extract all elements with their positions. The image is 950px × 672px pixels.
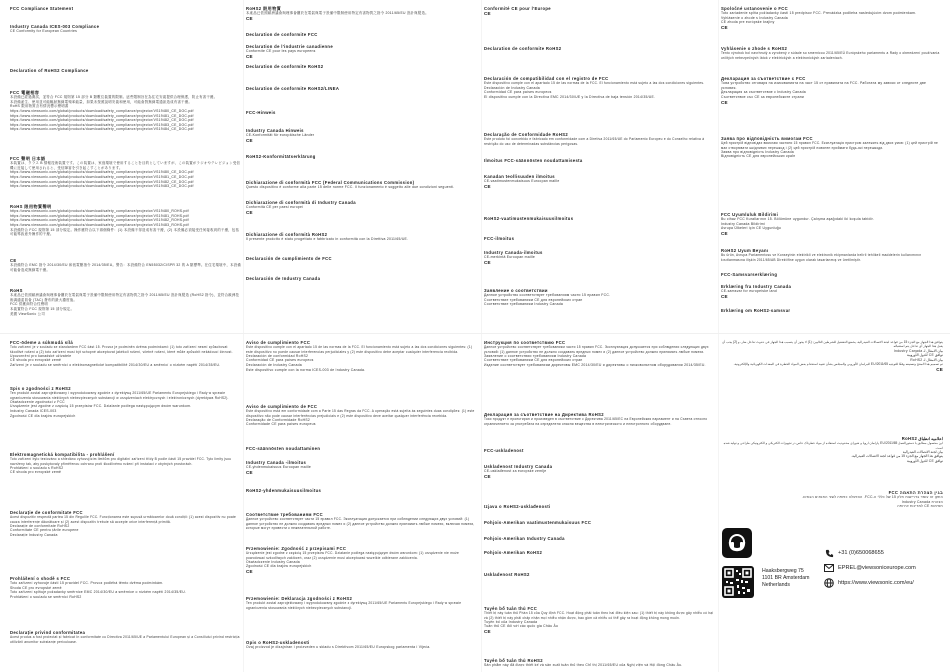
section-heading: Declaration de conformite RoHS2 xyxy=(246,64,324,69)
ce-mark: CE xyxy=(484,628,491,634)
section-text: FCC 供應商符合性聲明 xyxy=(10,302,49,307)
section-heading: Ilmoitus FCC-säännösten noudattamisesta xyxy=(484,158,583,163)
compliance-section xyxy=(246,640,478,650)
section-text: https://www.viewsonic.com/global/products/download/safety_compliance/projector/VS19483_CE_DOC.pdf xyxy=(10,122,194,127)
section-text: Este produto foi concebido e fabricado em conformidade com a Diretiva 2011/65/UE do Parlamento Europeu e do Conselho relativa à restrição do uso de determinadas substâncias perigosas. xyxy=(484,137,705,146)
section-heading: Tuyên bố tuân thủ RoHS2 xyxy=(484,658,543,663)
section-text: Tuyên bố của Industry Canada xyxy=(484,619,538,624)
section-text: הצהרת Industry Canada xyxy=(901,499,943,504)
compliance-section xyxy=(10,340,242,368)
section-text: CE-samsvar for europeiske land xyxy=(721,289,777,294)
section-heading: Spoločné ustanovenie o FCC xyxy=(721,6,789,11)
phone-row xyxy=(824,548,884,558)
section-text: تم تصميم هذا المنتج وتصنيعه وفقًا للتوجيه 2011/65/EU للبرلمان الأوروبي والمجلس بشأن تقييد استخدام بعض المواد الخطرة في المعدات الكهربائية والإلكترونية. xyxy=(733,362,943,367)
section-text: 本設備符合 EMC 指令 2014/30/EU 和低電壓指令 2014/35/EU。警告：本設備符合 EN55032/CISPR 32 的 A 類標準。在住宅環境中，本設備可能會造成無線電干擾。 xyxy=(10,263,242,272)
website-row[interactable] xyxy=(824,578,914,588)
section-heading: FCC-uskladenost xyxy=(484,448,524,453)
section-heading: Industry Canada Hinweis xyxy=(246,128,304,133)
qr-code-icon xyxy=(722,566,754,598)
section-heading: Инструкция по соответствию FCC xyxy=(484,340,566,345)
section-text: https://www.viewsonic.com/global/products/download/safety_compliance/projector/VS19480_CE_DOC.pdf xyxy=(10,108,194,113)
section-text: https://www.viewsonic.com/global/products/download/safety_compliance/projector/VS19480_ROHS.pdf xyxy=(10,209,189,214)
section-text: Цей пристрій відповідає вимогам частини 15 правил FCC. Експлуатація пристрою залежить від двох умов: (1) цей пристрій не має створювати шкідливих перешкод і (2) цей пристрій повинен приймати будь-які перешкоди. xyxy=(721,141,939,150)
section-heading: Соответствие требованиям FCC xyxy=(246,512,323,517)
section-heading: FCC Compliance Statement xyxy=(10,6,74,11)
section-text: Zařízení je v souladu se směrnicí o elektromagnetické kompatibilitě 2014/30/EU a směrnicí o nízkém napětí 2014/35/EU. xyxy=(10,362,221,367)
compliance-section xyxy=(246,200,478,215)
compliance-section xyxy=(484,174,716,189)
section-text: https://www.viewsonic.com/global/products/download/safety_compliance/projector/VS19480_CE_DOC.pdf xyxy=(10,170,194,175)
top-half xyxy=(721,6,943,328)
compliance-section xyxy=(484,550,716,555)
section-text: Tento výrobok bol navrhnutý a vyrobený v súlade so smernicou 2011/65/EÚ Európskeho parlamentu a Rady o obmedzení používania určitých nebezpečných látok v elektrických a elektronických zariadeniach. xyxy=(721,51,940,60)
section-heading: Erklæring om RoHS2-samsvar xyxy=(721,308,791,313)
section-heading: RoHS2-Konformitätserklärung xyxy=(246,154,316,159)
website-link[interactable]: https://www.viewsonic.com/eu/ xyxy=(838,580,914,586)
section-heading: Declaration de conformite FCC xyxy=(246,32,318,37)
section-text: Соответствие требованиям Industry Canada xyxy=(484,302,564,307)
section-text: Conformidad CE para países europeos xyxy=(484,90,552,95)
section-text: Shoda CE pro evropské země xyxy=(10,585,62,590)
compliance-section xyxy=(484,606,716,634)
section-heading: Industry Canada-ilmoitus xyxy=(484,250,543,255)
section-heading: Declarație de conformitate FCC xyxy=(10,510,83,515)
ce-mark: CE xyxy=(484,473,491,479)
section-heading: RoHS2 Uyum Beyanı xyxy=(721,248,769,253)
compliance-section xyxy=(721,46,943,60)
compliance-section xyxy=(246,512,478,530)
section-text: Declaración de Industry Canada xyxy=(484,85,540,90)
section-text: Acest produs a fost proiectat și fabricat în conformitate cu Directiva 2011/65/UE a Parlamentului European și a Consiliului privind restricția utilizării anumitor substanțe periculoase. xyxy=(10,635,240,644)
section-heading: FCC-säännösten noudattaminen xyxy=(246,446,321,451)
section-text: این محصول مطابق با دستورالعمل 2011/65/EU پارلمان اروپا و شورای محدودیت استفاده از مواد خطرناک خاص در تجهیزات الکتریکی و الکترونیکی طراحی و تولید شده است. xyxy=(723,441,943,450)
compliance-section xyxy=(246,64,478,69)
compliance-section xyxy=(10,386,242,418)
compliance-section xyxy=(484,6,716,16)
top-half xyxy=(246,6,478,328)
compliance-section xyxy=(721,308,943,313)
section-text: Prohlášení o souladu s RoHS2 xyxy=(10,465,64,470)
section-text: https://www.viewsonic.com/global/products/download/safety_compliance/projector/VS19482_ROHS.pdf xyxy=(10,218,189,223)
compliance-section xyxy=(246,276,478,281)
section-text: Conformitate CE pentru țările europene xyxy=(10,528,79,533)
compliance-section xyxy=(246,32,478,37)
section-text: https://www.viewsonic.com/global/products/download/safety_compliance/projector/VS19483_CE_DOC.pdf xyxy=(10,184,194,189)
compliance-section xyxy=(10,510,242,538)
section-text: https://www.viewsonic.com/global/products/download/safety_compliance/projector/VS19481_ROHS.pdf xyxy=(10,213,189,218)
section-text: Declaração de Conformidade RoHS2 xyxy=(246,417,310,422)
section-text: Данное устройство соответствует части 15 правил FCC. Эксплуатация допускается при соблюдении следующих двух условий: (1) данное устройство не должно создавать вредных помех и (2) данное устройство должно принимать любые помехи, включая помехи, которые могут привести к нежелательной работе. xyxy=(246,517,475,530)
section-text: Prohlášení o souladu se směrnicí RoHS2 xyxy=(10,594,82,599)
compliance-section xyxy=(484,412,716,426)
compliance-section xyxy=(10,24,242,34)
section-text: Соответствие требованиям CE для европейских стран xyxy=(484,358,583,363)
section-text: התקן זה עומד בדרישות חלק 15 של כללי ה-FCC. ההפעלה כפופה לשני התנאים הבאים. xyxy=(802,495,943,500)
section-heading: Declaration de conformite RoHS2/LINEA xyxy=(246,86,340,91)
section-text: Thiết bị này tuân thủ Phần 15 của Quy định FCC. Hoạt động phải tuân theo hai điều kiện sau: (1) thiết bị này không được gây nhiễu có hại và (2) thiết bị này phải chấp nhận mọi nhiễu nhận được, bao gồm cả nhiễu có thể gây ra hoạt động không mong muốn. xyxy=(484,611,714,620)
address-line: 1101 BR Amsterdam xyxy=(762,575,810,582)
section-text: CE shoda pro evropské země xyxy=(10,470,62,475)
section-text: 本設備符合 FCC 規則第 15 部分規定。操作應符合以下兩個條件：(1) 本設備不得造成有害干擾，(2) 本設備必須接受任何接收到的干擾，包括可能導致意外操作的干擾。 xyxy=(10,227,240,237)
section-heading: Kanadan teollisuuden ilmoitus xyxy=(484,174,555,179)
bottom-half xyxy=(10,340,242,670)
section-text: Il presente prodotto è stato progettato e fabbricato in conformità con la Direttiva 2011/65/UE. xyxy=(246,237,409,242)
compliance-section xyxy=(10,6,242,11)
compliance-section xyxy=(10,204,242,237)
section-text: بيان الامتثال لـ RoHS2 xyxy=(910,357,943,362)
section-heading: Industry Canada -ilmoitus xyxy=(246,460,307,465)
section-text: Sản phẩm này đã được thiết kế và sản xuất tuân thủ theo Chỉ thị 2011/65/EU của Nghị viện và Hội đồng Châu Âu. xyxy=(484,663,683,668)
compliance-section xyxy=(246,596,478,610)
section-heading: Industry Canada ICES-003 Compliance xyxy=(10,24,100,29)
section-text: Zgodność CE dla krajów europejskich xyxy=(246,564,312,569)
section-text: CE shoda pro evropské země xyxy=(10,358,62,363)
section-heading: Pohjois-Amerikan vaatimustenmukaisuus FCC xyxy=(484,520,592,525)
section-text: 本產品已依照歐洲議會與理事會關於在電氣與電子設備中限制使用特定有害物質之指令 2011/65/EU 設計與製造。 xyxy=(246,11,429,16)
section-heading: FCC-ödeme a súkmudá sílá xyxy=(10,340,74,345)
section-heading: Dichiarazione di conformità RoHS2 xyxy=(246,232,328,237)
compliance-section xyxy=(484,236,716,241)
phone-icon xyxy=(824,548,834,558)
section-heading: Opis o RoHS2-uskladenosti xyxy=(246,640,310,645)
logo-icon xyxy=(722,528,752,558)
compliance-section xyxy=(721,248,943,262)
section-text: Este dispositivo cumple con el apartado 15 de las normas de la FCC. El funcionamiento está sujeto a las dos condiciones siguientes. xyxy=(484,81,705,86)
compliance-section xyxy=(246,546,478,574)
ce-mark: CE xyxy=(246,568,253,574)
section-text: https://www.viewsonic.com/global/products/download/safety_compliance/projector/VS19481_CE_DOC.pdf xyxy=(10,113,194,118)
section-text: Industry Canada ICES-003 xyxy=(10,408,57,413)
section-text: Bu ürün, Avrupa Parlamentosu ve Konseyinin elektrikli ve elektronik ekipmanlarda belirli tehlikeli maddelerin kullanımının kısıtlanmasına ilişkin 2011/65/AB Direktifine uygun olarak tasarlanmış ve üretilmiştir. xyxy=(721,253,922,262)
section-text: Ten produkt został zaprojektowany i wyprodukowany zgodnie z dyrektywą 2011/65/UE Parlamentu Europejskiego i Rady w sprawie ograniczenia stosowania niektórych niebezpiecznych substancji w urządzeniach elektrycznych i elektronicznych (dyrektywa RoHS2). xyxy=(10,391,229,400)
section-text: CE-vaatimustenmukaisuus Euroopan maille xyxy=(484,179,560,184)
section-text: 本設備產生、使用並可能輻射無線電頻率能量，如果未按照說明安裝和使用，可能會對無線電通訊造成有害干擾。 xyxy=(10,99,193,104)
ce-mark: CE xyxy=(246,209,253,215)
section-heading: Uskladenost RoHS2 xyxy=(484,572,530,577)
section-text: Vyhlásenie o zhode s Industry Canada xyxy=(721,15,788,20)
section-text: CE-yhdenmukaisuus Euroopan maille xyxy=(246,465,311,470)
section-text: Conformidad CE para países europeos xyxy=(246,358,314,363)
section-heading: Aviso de cumplimiento FCC xyxy=(246,340,311,345)
email-link[interactable]: EPREL@viewsoniceurope.com xyxy=(838,565,916,571)
compliance-section xyxy=(10,452,242,475)
section-heading: Dichiarazione di conformità FCC (Federal Communications Commission) xyxy=(246,180,415,185)
section-text: CE zhoda pre európske krajiny xyxy=(721,20,775,25)
section-text: Toto zariadenie spĺňa požiadavky časti 15 predpisov FCC. Prevádzka podlieha nasledujúcim dvom podmienkam. xyxy=(721,11,917,16)
compliance-section xyxy=(246,256,478,261)
section-heading: Declaration de conformite RoHS2 xyxy=(484,46,562,51)
section-text: 本裝置符合 FCC 規則第 15 部分規定。 xyxy=(10,306,75,311)
column-2 xyxy=(246,0,478,672)
compliance-section xyxy=(10,90,242,132)
compliance-section xyxy=(246,404,478,427)
column-divider xyxy=(481,0,482,672)
section-text: 本設備已經過測試，並符合 FCC 規則第 15 部分 B 類數位裝置的限制。這些限制旨在為住宅安裝提供合理保護，防止有害干擾。 xyxy=(10,95,218,100)
section-text: Avrupa Ülkeleri için CE Uygunluğu xyxy=(721,226,782,231)
section-heading: Przemowienie: Zgodność z przepisami FCC xyxy=(246,546,347,551)
compliance-section xyxy=(246,6,478,21)
compliance-section xyxy=(484,448,716,453)
compliance-section xyxy=(484,288,716,307)
section-text: Данное устройство соответствует требованиям части 15 правил FCC. Эксплуатация допускается при соблюдении следующих двух условий: (1) данное устройство не должно создавать вредных помех и (2) данное устройство должно принимать любые помехи. xyxy=(484,345,709,354)
section-text: Toto zařízení je v souladu se standardem FCC část 15. Provoz je podmíněn dvěma podmínkami: (1) toto zařízení nesmí způsobovat škodlivé rušení a (2) toto zařízení musí být schopné akceptovat jakékoli rušení, včetně rušení, které může způsobit nežádoucí činnost. xyxy=(10,345,233,354)
section-heading: Izjava o RoHS2-usklađenosti xyxy=(484,504,551,509)
address-line: Netherlands xyxy=(762,582,790,589)
ce-mark: CE xyxy=(484,183,491,189)
compliance-section xyxy=(10,156,242,189)
section-text: Tuân thủ CE đối với các quốc gia Châu Âu xyxy=(484,624,559,629)
section-heading: Conformité CE pour l'Europe xyxy=(484,6,551,11)
compliance-section xyxy=(721,212,943,236)
compliance-section xyxy=(721,284,943,299)
section-heading: Declaración de Industry Canada xyxy=(246,276,321,281)
email-row[interactable] xyxy=(824,563,916,573)
section-text: CE-Konformität für europäische Länder xyxy=(246,133,315,138)
section-text: Upozornění pro kanadské uživatele xyxy=(10,353,72,358)
section-heading: Elektromagnetická kompatibilita - prohlášení xyxy=(10,452,115,457)
section-text: Соответствие требованиям CE для европейских стран xyxy=(484,297,583,302)
compliance-section xyxy=(10,630,242,644)
compliance-section xyxy=(246,44,478,59)
section-text: https://www.viewsonic.com/global/products/download/safety_compliance/projector/VS19484_CE_DOC.pdf xyxy=(10,127,194,132)
section-text: 美國 ViewSonic 公司 xyxy=(10,311,45,316)
ce-mark: CE xyxy=(721,24,728,30)
section-heading: Prohlášení o shodě s FCC xyxy=(10,576,71,581)
section-heading: Vyhlásenie o zhode s RoHS2 xyxy=(721,46,788,51)
section-heading: Erklæring fra Industry Canada xyxy=(721,284,792,289)
section-heading: Przemowienie: Deklaracja zgodności z RoHS2 xyxy=(246,596,353,601)
compliance-section xyxy=(721,340,943,372)
compliance-section xyxy=(246,488,478,493)
section-heading: Декларация за съответствие на Директива RoHS2 xyxy=(484,412,604,417)
section-text: Toto zařízení vyhovuje části 15 pravidel FCC. Provoz podléhá těmto dvěma podmínkám. xyxy=(10,581,164,586)
compliance-section xyxy=(246,180,478,190)
address-line: Haaksbergweg 75 xyxy=(762,568,804,574)
section-text: Declaración de conformidad RoHS2 xyxy=(246,353,309,358)
section-text: Conformidade CE para países europeus xyxy=(246,422,316,427)
compliance-section xyxy=(484,250,716,265)
section-text: Industry Canada Bildirimi xyxy=(721,221,765,226)
ce-mark: CE xyxy=(936,366,943,372)
compliance-section xyxy=(246,110,478,115)
section-heading: FCC 聲明 日本語 xyxy=(10,156,46,161)
section-heading: Tuyên bố tuân thủ FCC xyxy=(484,606,538,611)
section-heading: RoHS2-vaatimustenmukaisuusilmoitus xyxy=(484,216,574,221)
top-half xyxy=(10,6,242,328)
section-heading: RoHS 限用物質聲明 xyxy=(10,204,52,209)
section-text: Este dispositivo cumple con la norma ICES-003 de Industry Canada. xyxy=(246,367,366,372)
section-heading: Aviso de cumplimiento de FCC xyxy=(246,404,318,409)
section-heading: Declaración de compatibilidad con el registro de FCC xyxy=(484,76,609,81)
contact-block xyxy=(722,528,942,668)
section-text: Este dispositivo está em conformidade com a Parte 15 das Regras da FCC. A operação está sujeita às seguintes duas condições: (1) este dispositivo não pode causar interferências prejudiciais e (2) este dispositivo deve aceitar qualquer interferência recebida. xyxy=(246,409,475,418)
compliance-section xyxy=(484,158,716,163)
section-heading: Declarație privind conformitatea xyxy=(10,630,86,635)
compliance-section xyxy=(10,288,242,316)
phone-number: +31 (0)650068655 xyxy=(838,550,884,556)
section-heading: בגין הצהרת התאמה FCC xyxy=(888,490,943,495)
ce-mark: CE xyxy=(484,259,491,265)
section-text: RoHS 限用物質含有情況標示聲明書 xyxy=(10,104,69,109)
section-heading: Заява про відповідність вимогам FCC xyxy=(721,136,813,141)
compliance-section xyxy=(721,436,943,464)
section-heading: Dichiarazione di conformità di Industry Canada xyxy=(246,200,356,205)
compliance-section xyxy=(484,216,716,221)
section-heading: Declaration of RoHS2 Compliance xyxy=(10,68,89,73)
section-heading: FCC-Hinweis xyxy=(246,110,276,115)
section-text: Заява про відповідність Industry Canada xyxy=(721,149,794,154)
section-text: Oświadczenie zgodności z FCC xyxy=(10,399,65,404)
compliance-section xyxy=(484,46,716,51)
section-text: يتوافق هذا الجهاز مع الجزء 15 من قواعد لجنة الاتصالات الفيدرالية. xyxy=(851,454,943,459)
section-heading: Declaration de l'industrie canadienne xyxy=(246,44,334,49)
section-text: Декларация за съответствие с Industry Canada xyxy=(721,90,806,95)
compliance-section xyxy=(10,68,242,73)
section-heading: Uskladenost Industry Canada xyxy=(484,464,553,469)
section-text: Zgodność CE dla krajów europejskich xyxy=(10,413,76,418)
section-text: Bu cihaz FCC Kurallarının 15. Bölümüne uygundur. Çalışma aşağıdaki iki koşula tabidir. xyxy=(721,217,875,222)
compliance-section xyxy=(484,658,716,668)
section-text: يتوافق هذا الجهاز مع الجزء 15 من قواعد لجنة الاتصالات الفيدرالية. يخضع التشغيل للشرطين التاليين: (1) لا يجوز أن يتسبب هذا الجهاز في حدوث تداخل ضار، و (2) يجب أن يقبل هذا الجهاز أي تداخل يتم استقباله. xyxy=(722,340,943,349)
section-text: https://www.viewsonic.com/global/products/download/safety_compliance/projector/VS19483_ROHS.pdf xyxy=(10,222,189,227)
ce-mark: CE xyxy=(721,293,728,299)
section-text: https://www.viewsonic.com/global/products/download/safety_compliance/projector/VS19482_CE_DOC.pdf xyxy=(10,118,194,123)
compliance-section xyxy=(721,490,943,509)
ce-mark: CE xyxy=(484,11,491,17)
section-heading: CE xyxy=(10,258,17,263)
column-1 xyxy=(10,0,242,672)
compliance-section xyxy=(10,576,242,600)
section-text: Това устройство отговаря на изискванията на част 15 от правилата на FCC. Работата му зависи от следните две условия. xyxy=(721,81,927,90)
section-heading: FCC Uyumluluk Bildirimi xyxy=(721,212,779,217)
column-3 xyxy=(484,0,716,672)
section-text: CE Conformity for European Countries xyxy=(10,29,78,34)
section-heading: FCC-ilmoitus xyxy=(484,236,515,241)
section-text: Ovaj proizvod je dizajniran i proizveden u skladu s Direktivom 2011/65/EU Europskog parlamenta i Vijeća. xyxy=(246,645,431,650)
compliance-section xyxy=(721,76,943,105)
section-text: Данное устройство соответствует требованиям части 15 правил FCC. xyxy=(484,293,611,298)
section-text: Съответствие със CE за европейските страни xyxy=(721,94,805,99)
section-text: Відповідність CE для європейських країн xyxy=(721,154,796,159)
section-text: Conformità CE per paesi europei xyxy=(246,205,304,210)
compliance-section xyxy=(484,520,716,525)
section-text: Declarație Industry Canada xyxy=(10,532,58,537)
section-heading: اعلامیه انطباق RoHS2 xyxy=(901,436,943,441)
section-heading: Заявление о соответствии xyxy=(484,288,548,293)
compliance-section xyxy=(484,76,716,99)
compliance-section xyxy=(484,132,716,146)
compliance-section xyxy=(246,128,478,143)
section-heading: Pohjois-Amerikan Industry Canada xyxy=(484,536,565,541)
compliance-section xyxy=(721,136,943,159)
section-text: Questo dispositivo è conforme alla parte 15 delle norme FCC. Il funzionamento è soggetto alle due condizioni seguenti. xyxy=(246,185,455,190)
ce-mark: CE xyxy=(246,469,253,475)
section-heading: Декларация за съответствие с FCC xyxy=(721,76,806,81)
section-text: Declaración de Industry Canada xyxy=(246,362,302,367)
section-text: توافق CE للدول الأوروبية xyxy=(906,353,943,358)
section-heading: RoHS2 限用物質 xyxy=(246,6,282,11)
compliance-section xyxy=(246,154,478,159)
ce-mark: CE xyxy=(721,230,728,236)
section-text: توافق CE للدول الأوروبية xyxy=(906,458,943,463)
section-text: https://www.viewsonic.com/global/products/download/safety_compliance/projector/VS19481_CE_DOC.pdf xyxy=(10,174,194,179)
section-text: Urządzenie jest zgodne z częścią 15 przepisów FCC. Działanie podlega następującym dwóm warunkom. xyxy=(10,404,192,409)
section-text: El dispositivo cumple con la Directiva EMC 2014/30/UE y la Directiva de baja tensión 2014/35/UE. xyxy=(484,94,656,99)
section-text: CE-usklađenost za europske zemlje xyxy=(484,469,547,474)
compliance-section xyxy=(10,258,242,272)
section-heading: Spis o zgodności z RoHS2 xyxy=(10,386,71,391)
section-text: Ten produkt został zaprojektowany i wyprodukowany zgodnie z dyrektywą 2011/65/UE Parlamentu Europejskiego i Rady w sprawie ograniczenia stosowania niektórych niebezpiecznych substancji. xyxy=(246,601,462,610)
ce-mark: CE xyxy=(246,137,253,143)
compliance-section xyxy=(246,460,478,475)
section-text: 本產品已依照歐洲議會與理事會關於在電氣與電子設備中限制使用特定有害物質之指令 2011/65/EU 設計與製造 (RoHS2 指令)，並符合歐洲技術調適委員會 (TAC) 發布的最大濃度值。 xyxy=(10,293,240,302)
compliance-section xyxy=(484,464,716,479)
section-heading: Declaración de cumplimiento de FCC xyxy=(246,256,332,261)
compliance-section xyxy=(246,446,478,451)
email-icon xyxy=(824,563,834,573)
compliance-section xyxy=(484,504,716,509)
column-divider xyxy=(718,0,719,672)
compliance-section xyxy=(484,340,716,368)
section-text: Este dispositivo cumple con el apartado 15 de las normas de la FCC. El funcionamiento está sujeto a las dos condiciones siguientes: (1) este dispositivo no puede causar interferencias perjudiciales y (2) este dispositivo debe aceptar cualquier interferencia recibida. xyxy=(246,345,473,354)
section-heading: Pohjois-Amerikan RoHS2 xyxy=(484,550,543,555)
globe-icon xyxy=(824,578,834,588)
section-text: Toto zařízení splňuje požadavky směrnice EMC 2014/30/EU a směrnice o nízkém napětí 2014/35/EU. xyxy=(10,590,187,595)
section-text: Conformite CE pour les pays europeens xyxy=(246,49,316,54)
section-text: 本装置は、クラス B 情報技術装置です。この装置は、家庭環境で使用することを目的としていますが、この装置がラジオやテレビジョン受信機に近接して使用されると、受信障害を引き起こすことがあります。 xyxy=(10,161,241,170)
ce-mark: CE xyxy=(246,53,253,59)
column-divider xyxy=(243,0,244,672)
section-text: Изделие соответствует требованиям директивы EMC 2014/30/EU и директивы о низковольтном оборудовании 2014/35/EU. xyxy=(484,362,706,367)
ce-mark: CE xyxy=(246,15,253,21)
top-half xyxy=(484,6,716,328)
section-heading: RoHS xyxy=(10,288,23,293)
section-heading: RoHS2-yhdenmukaisuusilmoitus xyxy=(246,488,322,493)
section-text: بيان الامتثال لـ Industry Canada xyxy=(893,348,943,353)
compliance-section xyxy=(721,6,943,30)
section-text: Заявление о соответствии требованиям Industry Canada xyxy=(484,353,587,358)
compliance-section xyxy=(246,232,478,242)
section-text: بيان لجنة الاتصالات الفيدرالية xyxy=(902,449,943,454)
section-heading: FCC-Samsvarserklæring xyxy=(721,272,778,277)
section-heading: FCC 電磁相容 xyxy=(10,90,40,95)
section-text: Toto zařízení bylo testováno a shledáno vyhovujícím limitům pro digitální zařízení třídy B podle části 15 pravidel FCC. Tyto limity jsou navrženy tak, aby poskytovaly přiměřenou ochranu proti škodlivému rušení při instalaci v obytných prostorách. xyxy=(10,457,232,466)
section-text: CE-merkintä Euroopan maille xyxy=(484,255,536,260)
section-text: Oświadczenie Industry Canada xyxy=(246,559,300,564)
section-heading: Declaração de Conformidade RoHS2 xyxy=(484,132,569,137)
section-text: Declarație de conformitate RoHS2 xyxy=(10,523,70,528)
ce-mark: CE xyxy=(721,99,728,105)
section-text: Този продукт е проектиран и произведен в съответствие с Директива 2011/65/ЕС на Европейския парламент и на Съвета относно ограничението за употребата на определени опасни вещества в електрическото и електронното оборудване. xyxy=(484,417,708,426)
bottom-half xyxy=(721,340,943,526)
bottom-half xyxy=(246,340,478,670)
address xyxy=(762,568,809,590)
compliance-section xyxy=(484,572,716,577)
section-text: Acest dispozitiv respectă partea 15 din Regulile FCC. Funcționarea este supusă următoarelor două condiții: (1) acest dispozitiv nu poate cauza interferențe dăunătoare și (2) acest dispozitiv trebuie să accepte orice interferență primită. xyxy=(10,515,237,524)
bottom-half xyxy=(484,340,716,670)
compliance-section xyxy=(484,536,716,541)
compliance-section xyxy=(721,272,943,277)
compliance-section xyxy=(246,340,478,372)
compliance-section xyxy=(246,86,478,91)
section-text: Urządzenie jest zgodne z częścią 15 przepisów FCC. Działanie podlega następującym dwóm warunkom: (1) urządzenie nie może powodować szkodliwych zakłóceń, oraz (2) urządzenie musi akceptować wszelkie odbierane zakłócenia. xyxy=(246,551,460,560)
section-text: https://www.viewsonic.com/global/products/download/safety_compliance/projector/VS19482_CE_DOC.pdf xyxy=(10,179,194,184)
section-text: תאימות CE למדינות אירופה xyxy=(897,504,943,509)
